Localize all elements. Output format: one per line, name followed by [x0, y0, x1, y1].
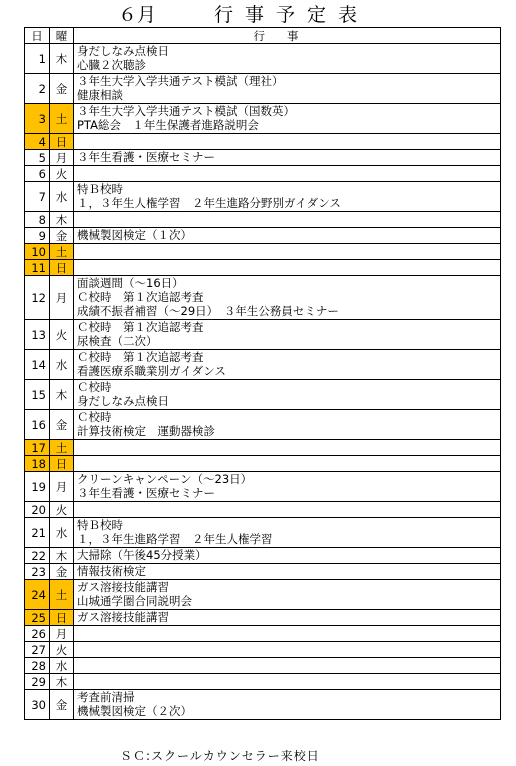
table-row: [25, 658, 501, 674]
table-row: [25, 610, 501, 626]
events-cell: [74, 228, 501, 244]
table-row: [25, 548, 501, 564]
events-cell: [74, 610, 501, 626]
table-row: [25, 564, 501, 580]
page-title: [0, 4, 516, 26]
table-row: [25, 456, 501, 472]
day-cell: 18: [25, 456, 50, 472]
day-cell: 28: [25, 658, 50, 674]
table-row: [25, 320, 501, 350]
table-row: [25, 104, 501, 134]
events-cell: [74, 440, 501, 456]
weekday-cell: 日: [50, 610, 74, 626]
event-line: 看護医療系職業別ガイダンス: [77, 364, 226, 378]
events-cell: [74, 690, 501, 720]
weekday-cell: 木: [50, 44, 74, 74]
event-line: 特Ｂ校時: [77, 182, 123, 196]
events-cell: [74, 260, 501, 276]
event-line: 特Ｂ校時: [77, 518, 123, 532]
event-line: Ｃ校時 第１次追認考査: [77, 350, 204, 364]
event-line: Ｃ校時 第１次追認考査: [77, 290, 204, 304]
weekday-cell: 土: [50, 440, 74, 456]
weekday-cell: 木: [50, 548, 74, 564]
events-cell: [74, 244, 501, 260]
event-line: 心臓２次聴診: [77, 58, 146, 72]
day-cell: 20: [25, 502, 50, 518]
event-line: 山城通学圏合同説明会: [77, 594, 192, 608]
weekday-cell: 水: [50, 518, 74, 548]
event-line: ３年生看護・医療セミナー: [77, 486, 215, 500]
day-cell: 30: [25, 690, 50, 720]
day-cell: 16: [25, 410, 50, 440]
day-cell: 14: [25, 350, 50, 380]
weekday-cell: 月: [50, 472, 74, 502]
event-line: 計算技術検定 運動器検診: [77, 424, 215, 438]
day-cell: 29: [25, 674, 50, 690]
table-row: [25, 674, 501, 690]
table-row: [25, 150, 501, 166]
events-cell: [74, 74, 501, 104]
event-line: １，３年生人権学習 ２年生進路分野別ガイダンス: [77, 196, 341, 210]
events-cell: [74, 518, 501, 548]
weekday-cell: 木: [50, 380, 74, 410]
day-cell: 9: [25, 228, 50, 244]
header-row: [25, 28, 501, 44]
schedule-body: [25, 44, 501, 720]
event-line: １，３年生進路学習 ２年生人権学習: [77, 532, 273, 546]
weekday-cell: 水: [50, 350, 74, 380]
event-line: 尿検査（二次）: [77, 334, 158, 348]
weekday-cell: 火: [50, 642, 74, 658]
events-cell: [74, 320, 501, 350]
events-cell: [74, 456, 501, 472]
footer-note: ＳＣ:スクールカウンセラー来校日: [120, 749, 320, 763]
event-line: Ｃ校時 第１次追認考査: [77, 320, 204, 334]
day-cell: 10: [25, 244, 50, 260]
header-day: 日: [25, 28, 50, 44]
day-cell: 24: [25, 580, 50, 610]
table-row: [25, 642, 501, 658]
weekday-cell: 火: [50, 166, 74, 182]
event-line: 身だしなみ点検日: [77, 44, 169, 58]
table-row: [25, 472, 501, 502]
events-cell: [74, 658, 501, 674]
weekday-cell: 水: [50, 182, 74, 212]
events-cell: [74, 212, 501, 228]
day-cell: 26: [25, 626, 50, 642]
events-cell: [74, 502, 501, 518]
events-cell: [74, 44, 501, 74]
events-cell: [74, 380, 501, 410]
table-row: [25, 134, 501, 150]
events-cell: [74, 276, 501, 320]
event-line: ガス溶接技能講習: [77, 610, 169, 624]
weekday-cell: 日: [50, 456, 74, 472]
day-cell: 2: [25, 74, 50, 104]
event-line: 健康相談: [77, 88, 123, 102]
event-line: 考査前清掃: [77, 690, 135, 704]
events-cell: [74, 564, 501, 580]
weekday-cell: 火: [50, 502, 74, 518]
events-cell: [74, 182, 501, 212]
event-line: 情報技術検定: [77, 564, 146, 578]
event-line: 機械製図検定（１次）: [77, 228, 192, 242]
weekday-cell: 金: [50, 564, 74, 580]
event-line: PTA総会 １年生保護者進路説明会: [77, 118, 259, 132]
day-cell: 25: [25, 610, 50, 626]
event-line: Ｃ校時: [77, 380, 112, 394]
table-row: [25, 212, 501, 228]
events-cell: [74, 674, 501, 690]
event-line: ３年生大学入学共通テスト模試（理社）: [77, 74, 284, 88]
events-cell: [74, 472, 501, 502]
day-cell: 23: [25, 564, 50, 580]
events-cell: [74, 580, 501, 610]
table-row: [25, 380, 501, 410]
weekday-cell: 日: [50, 260, 74, 276]
events-cell: [74, 104, 501, 134]
day-cell: 13: [25, 320, 50, 350]
title-month: ６月: [118, 4, 157, 26]
table-row: [25, 44, 501, 74]
day-cell: 1: [25, 44, 50, 74]
header-events: 行事: [74, 28, 501, 44]
events-cell: [74, 410, 501, 440]
weekday-cell: 月: [50, 276, 74, 320]
table-row: [25, 350, 501, 380]
weekday-cell: 月: [50, 150, 74, 166]
weekday-cell: 土: [50, 104, 74, 134]
event-line: クリーンキャンペーン（～23日）: [77, 472, 253, 486]
table-row: [25, 276, 501, 320]
table-row: [25, 518, 501, 548]
event-line: ガス溶接技能講習: [77, 580, 169, 594]
day-cell: 5: [25, 150, 50, 166]
event-line: 機械製図検定（２次）: [77, 704, 192, 718]
weekday-cell: 金: [50, 410, 74, 440]
event-line: Ｃ校時: [77, 410, 112, 424]
table-row: [25, 260, 501, 276]
weekday-cell: 金: [50, 690, 74, 720]
schedule-table: [24, 27, 501, 720]
events-cell: [74, 134, 501, 150]
weekday-cell: 土: [50, 244, 74, 260]
weekday-cell: 火: [50, 320, 74, 350]
events-cell: [74, 626, 501, 642]
event-line: 成績不振者補習（～29日） ３年生公務員セミナー: [77, 304, 339, 318]
table-row: [25, 182, 501, 212]
table-row: [25, 410, 501, 440]
day-cell: 27: [25, 642, 50, 658]
table-row: [25, 626, 501, 642]
events-cell: [74, 166, 501, 182]
day-cell: 15: [25, 380, 50, 410]
events-cell: [74, 150, 501, 166]
header-weekday: 曜: [50, 28, 74, 44]
day-cell: 17: [25, 440, 50, 456]
event-line: ３年生大学入学共通テスト模試（国数英）: [77, 104, 296, 118]
event-line: 大掃除（午後45分授業）: [77, 548, 207, 562]
weekday-cell: 金: [50, 74, 74, 104]
table-row: [25, 580, 501, 610]
event-line: ３年生看護・医療セミナー: [77, 150, 215, 164]
event-line: 身だしなみ点検日: [77, 394, 169, 408]
table-row: [25, 440, 501, 456]
events-cell: [74, 642, 501, 658]
day-cell: 6: [25, 166, 50, 182]
weekday-cell: 土: [50, 580, 74, 610]
events-cell: [74, 548, 501, 564]
table-row: [25, 502, 501, 518]
day-cell: 7: [25, 182, 50, 212]
day-cell: 21: [25, 518, 50, 548]
weekday-cell: 水: [50, 658, 74, 674]
day-cell: 11: [25, 260, 50, 276]
day-cell: 22: [25, 548, 50, 564]
table-row: [25, 244, 501, 260]
table-row: [25, 166, 501, 182]
weekday-cell: 木: [50, 212, 74, 228]
day-cell: 8: [25, 212, 50, 228]
weekday-cell: 木: [50, 674, 74, 690]
day-cell: 19: [25, 472, 50, 502]
events-cell: [74, 350, 501, 380]
table-row: [25, 74, 501, 104]
weekday-cell: 金: [50, 228, 74, 244]
day-cell: 3: [25, 104, 50, 134]
weekday-cell: 月: [50, 626, 74, 642]
day-cell: 4: [25, 134, 50, 150]
weekday-cell: 日: [50, 134, 74, 150]
table-row: [25, 690, 501, 720]
day-cell: 12: [25, 276, 50, 320]
table-row: [25, 228, 501, 244]
title-heading: 行事予定表: [214, 4, 370, 26]
event-line: 面談週間（～16日）: [77, 276, 184, 290]
